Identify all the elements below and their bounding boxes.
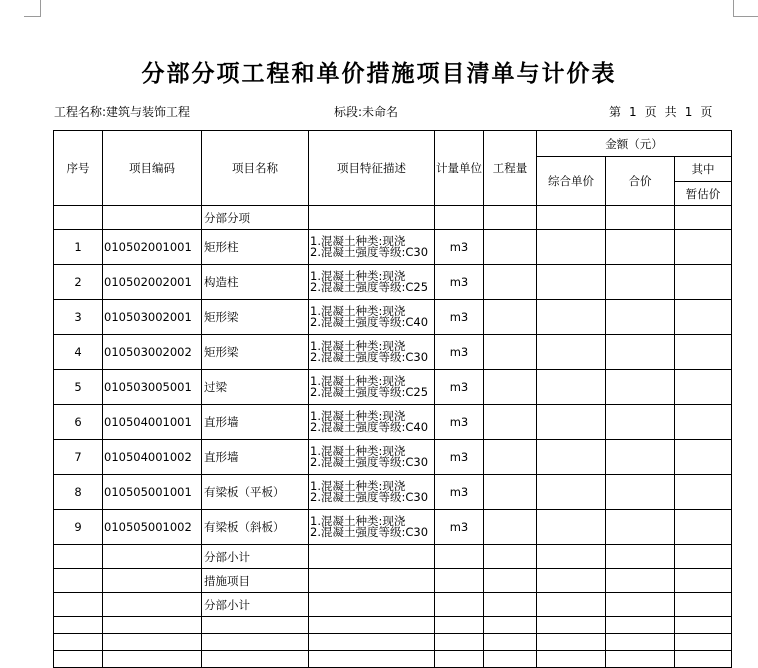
header-code: 项目编码 bbox=[103, 131, 202, 206]
row-seq: 5 bbox=[54, 370, 103, 405]
row-desc-line-2: 2.混凝土强度等级:C25 bbox=[310, 385, 429, 399]
row-seq: 4 bbox=[54, 335, 103, 370]
row-unit: m3 bbox=[435, 265, 484, 300]
header-unit: 计量单位 bbox=[435, 131, 484, 206]
crop-mark-left-vertical bbox=[40, 0, 41, 16]
table-header bbox=[54, 131, 732, 206]
header-provisional: 暂估价 bbox=[675, 182, 732, 206]
row-name: 构造柱 bbox=[202, 265, 309, 300]
table-row bbox=[54, 475, 732, 510]
row-seq: 7 bbox=[54, 440, 103, 475]
project-name: 建筑与装饰工程 bbox=[106, 105, 191, 119]
page-title: 分部分项工程和单价措施项目清单与计价表 bbox=[141, 60, 617, 87]
header-name: 项目名称 bbox=[202, 131, 309, 206]
table-row bbox=[54, 335, 732, 370]
row-desc-line-2: 2.混凝土强度等级:C30 bbox=[310, 455, 429, 469]
header-seq: 序号 bbox=[54, 131, 103, 206]
table-row bbox=[54, 545, 732, 569]
row-code: 010503002002 bbox=[103, 335, 202, 370]
table-row bbox=[54, 634, 732, 651]
header-unit-price: 综合单价 bbox=[537, 157, 606, 206]
bill-of-quantities-table bbox=[53, 130, 732, 668]
section-label: 标段: bbox=[334, 105, 363, 119]
table-row bbox=[54, 370, 732, 405]
row-code: 010505001002 bbox=[103, 510, 202, 545]
row-seq: 1 bbox=[54, 230, 103, 265]
row-unit: m3 bbox=[435, 405, 484, 440]
table-row bbox=[54, 510, 732, 545]
table-row bbox=[54, 593, 732, 617]
row-desc-line-1: 1.混凝土种类:现浇 bbox=[310, 304, 406, 318]
section-name: 未命名 bbox=[362, 105, 399, 119]
page-di: 第 bbox=[609, 105, 622, 119]
header-desc: 项目特征描述 bbox=[309, 131, 435, 206]
row-name: 过梁 bbox=[202, 370, 309, 405]
row-name: 有梁板（平板） bbox=[202, 475, 309, 510]
row-desc-line-1: 1.混凝土种类:现浇 bbox=[310, 339, 406, 353]
row-seq: 9 bbox=[54, 510, 103, 545]
header-total: 合价 bbox=[606, 157, 675, 206]
row-desc bbox=[309, 510, 435, 545]
row-unit: m3 bbox=[435, 230, 484, 265]
project-name-line bbox=[54, 103, 190, 120]
page-gong: 共 bbox=[664, 105, 677, 119]
table-row bbox=[54, 230, 732, 265]
row-seq: 6 bbox=[54, 405, 103, 440]
row-code: 010504001001 bbox=[103, 405, 202, 440]
row-name: 有梁板（斜板） bbox=[202, 510, 309, 545]
crop-mark-right-vertical bbox=[733, 0, 734, 16]
crop-mark-left-horizontal bbox=[24, 16, 41, 17]
row-seq: 3 bbox=[54, 300, 103, 335]
table-row bbox=[54, 617, 732, 634]
crop-mark-right-horizontal bbox=[733, 16, 758, 17]
row-name: 矩形梁 bbox=[202, 300, 309, 335]
row-unit: m3 bbox=[435, 475, 484, 510]
table-row bbox=[54, 300, 732, 335]
section-line bbox=[334, 103, 398, 120]
row-desc bbox=[309, 475, 435, 510]
row-name: 矩形柱 bbox=[202, 230, 309, 265]
row-unit: m3 bbox=[435, 440, 484, 475]
row-seq: 8 bbox=[54, 475, 103, 510]
row-name: 矩形梁 bbox=[202, 335, 309, 370]
row-name: 措施项目 bbox=[202, 569, 309, 593]
row-code: 010503005001 bbox=[103, 370, 202, 405]
row-desc-line-2: 2.混凝土强度等级:C25 bbox=[310, 280, 429, 294]
row-name: 分部小计 bbox=[202, 545, 309, 569]
row-desc-line-1: 1.混凝土种类:现浇 bbox=[310, 234, 406, 248]
page-number: 1 bbox=[629, 105, 637, 119]
row-code: 010502001001 bbox=[103, 230, 202, 265]
row-desc-line-2: 2.混凝土强度等级:C40 bbox=[310, 420, 429, 434]
row-desc bbox=[309, 405, 435, 440]
table-row bbox=[54, 440, 732, 475]
row-desc bbox=[309, 440, 435, 475]
row-code: 010505001001 bbox=[103, 475, 202, 510]
table-row bbox=[54, 405, 732, 440]
row-desc-line-1: 1.混凝土种类:现浇 bbox=[310, 409, 406, 423]
row-seq: 2 bbox=[54, 265, 103, 300]
row-desc-line-2: 2.混凝土强度等级:C30 bbox=[310, 490, 429, 504]
table-row bbox=[54, 569, 732, 593]
row-name: 分部分项 bbox=[202, 206, 309, 230]
header-qty: 工程量 bbox=[484, 131, 537, 206]
row-desc bbox=[309, 265, 435, 300]
table-row bbox=[54, 651, 732, 668]
row-code: 010502002001 bbox=[103, 265, 202, 300]
header-amount: 金额（元） bbox=[537, 131, 732, 157]
row-name: 直形墙 bbox=[202, 440, 309, 475]
row-unit: m3 bbox=[435, 300, 484, 335]
page-total: 1 bbox=[684, 105, 693, 119]
page-indicator bbox=[609, 103, 712, 120]
row-desc-line-1: 1.混凝土种类:现浇 bbox=[310, 374, 406, 388]
row-desc-line-2: 2.混凝土强度等级:C30 bbox=[310, 350, 429, 364]
row-desc bbox=[309, 230, 435, 265]
row-desc-line-1: 1.混凝土种类:现浇 bbox=[310, 479, 406, 493]
row-unit: m3 bbox=[435, 370, 484, 405]
row-desc-line-1: 1.混凝土种类:现浇 bbox=[310, 444, 406, 458]
row-unit: m3 bbox=[435, 510, 484, 545]
table-body bbox=[54, 206, 732, 668]
page-ye: 页 bbox=[644, 105, 657, 119]
row-desc-line-1: 1.混凝土种类:现浇 bbox=[310, 269, 406, 283]
row-desc-line-1: 1.混凝土种类:现浇 bbox=[310, 514, 406, 528]
page-ye-2: 页 bbox=[700, 105, 713, 119]
table-row bbox=[54, 206, 732, 230]
row-code: 010504001002 bbox=[103, 440, 202, 475]
row-desc bbox=[309, 370, 435, 405]
row-unit: m3 bbox=[435, 335, 484, 370]
row-name: 分部小计 bbox=[202, 593, 309, 617]
row-desc-line-2: 2.混凝土强度等级:C30 bbox=[310, 245, 429, 259]
table-row bbox=[54, 265, 732, 300]
row-name: 直形墙 bbox=[202, 405, 309, 440]
row-desc-line-2: 2.混凝土强度等级:C30 bbox=[310, 525, 429, 539]
row-desc-line-2: 2.混凝土强度等级:C40 bbox=[310, 315, 429, 329]
row-desc bbox=[309, 335, 435, 370]
project-label: 工程名称: bbox=[54, 105, 107, 119]
row-code: 010503002001 bbox=[103, 300, 202, 335]
header-of-which: 其中 bbox=[675, 157, 732, 182]
row-desc bbox=[309, 300, 435, 335]
